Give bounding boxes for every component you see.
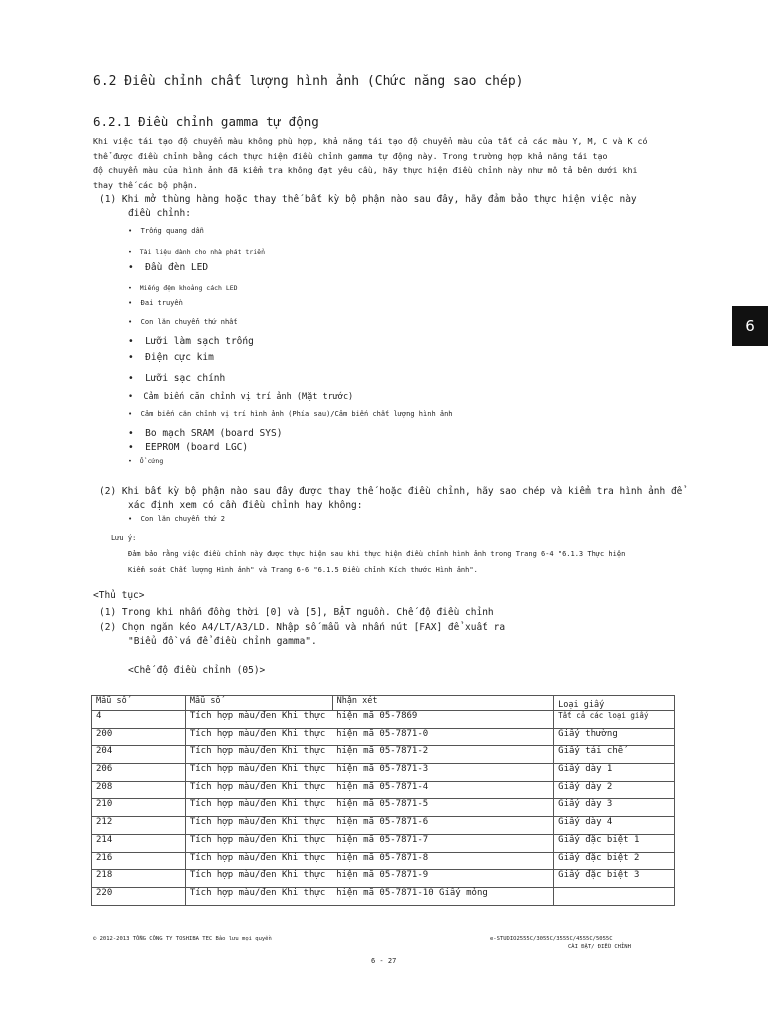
cell-loai: Giấy dày 3 bbox=[554, 799, 675, 817]
intro-line: độ chuyển màu của hình ảnh đã kiểm tra không đạt yêu cầu, hãy thực hiện điều chỉnh này như mô tả bên dưới khi bbox=[93, 165, 638, 175]
list-item: • Ổ cứng bbox=[128, 457, 164, 465]
page-number: 6 - 27 bbox=[371, 957, 397, 965]
table-row bbox=[92, 887, 675, 905]
list-item: • Bo mạch SRAM (board SYS) bbox=[128, 428, 283, 439]
cell-mau: Tích hợp màu/đen Khi thực bbox=[185, 711, 332, 729]
cell-loai: Giấy dày 1 bbox=[554, 764, 675, 782]
footer-model: e-STUDIO2555C/3055C/3555C/4555C/5055C bbox=[490, 936, 613, 942]
col-header: Nhận xét bbox=[332, 696, 554, 711]
cell-nhan: hiện mã 05-7869 bbox=[332, 711, 554, 729]
cell-no: 218 bbox=[92, 870, 186, 888]
cell-mau: Tích hợp màu/đen Khi thực bbox=[185, 728, 332, 746]
note-label: Lưu ý: bbox=[111, 534, 137, 542]
table-row bbox=[92, 852, 675, 870]
procedure-step2-cont: "Biểu đồ vá để điều chỉnh gamma". bbox=[128, 636, 317, 647]
footer-section: CÀI ĐẶT/ ĐIỀU CHỈNH bbox=[568, 944, 631, 950]
footer-copyright: © 2012-2013 TỔNG CÔNG TY TOSHIBA TEC Bảo lưu mọi quyền bbox=[93, 936, 272, 942]
table-row bbox=[92, 764, 675, 782]
cell-loai: Giấy dày 4 bbox=[554, 817, 675, 835]
table-row bbox=[92, 817, 675, 835]
cell-no: 210 bbox=[92, 799, 186, 817]
item2-line1: (2) Khi bất kỳ bộ phận nào sau đây được thay thế hoặc điều chỉnh, hãy sao chép và kiểm tra hình ảnh để bbox=[99, 486, 683, 497]
cell-nhan: hiện mã 05-7871-10 Giấy mỏng bbox=[332, 887, 554, 905]
cell-loai: Giấy đặc biệt 3 bbox=[554, 870, 675, 888]
list-item: • Con lăn chuyển thứ nhất bbox=[128, 318, 238, 326]
cell-mau: Tích hợp màu/đen Khi thực bbox=[185, 764, 332, 782]
list-item: • Con lăn chuyển thứ 2 bbox=[128, 515, 225, 523]
cell-mau: Tích hợp màu/đen Khi thực bbox=[185, 887, 332, 905]
cell-mau: Tích hợp màu/đen Khi thực bbox=[185, 852, 332, 870]
intro-line: Khi việc tái tạo độ chuyển màu không phù hợp, khả năng tái tạo độ chuyển màu của tất cả các màu Y, M, C và K có bbox=[93, 136, 648, 146]
cell-nhan: hiện mã 05-7871-0 bbox=[332, 728, 554, 746]
cell-loai: Giấy thường bbox=[554, 728, 675, 746]
subsection-title: 6.2.1 Điều chỉnh gamma tự động bbox=[93, 114, 319, 129]
procedure-step2: (2) Chọn ngăn kéo A4/LT/A3/LD. Nhập số mẫu và nhấn nút [FAX] để xuất ra bbox=[99, 622, 506, 633]
cell-loai bbox=[554, 887, 675, 905]
cell-no: 216 bbox=[92, 852, 186, 870]
list-item: • Lưỡi làm sạch trống bbox=[128, 336, 254, 347]
table-row bbox=[92, 781, 675, 799]
cell-loai: Giấy dày 2 bbox=[554, 781, 675, 799]
table-row bbox=[92, 799, 675, 817]
cell-nhan: hiện mã 05-7871-8 bbox=[332, 852, 554, 870]
col-header: Loại giấy bbox=[554, 696, 675, 711]
table-row bbox=[92, 870, 675, 888]
cell-no: 208 bbox=[92, 781, 186, 799]
cell-nhan: hiện mã 05-7871-2 bbox=[332, 746, 554, 764]
mode-label: <Chế độ điều chỉnh (05)> bbox=[128, 665, 266, 676]
item1-line1: (1) Khi mở thùng hàng hoặc thay thế bất kỳ bộ phận nào sau đây, hãy đảm bảo thực hiện việc này bbox=[99, 194, 637, 205]
list-item: • Đầu đèn LED bbox=[128, 262, 209, 273]
cell-no: 4 bbox=[92, 711, 186, 729]
list-item: • Cảm biến căn chỉnh vị trí hình ảnh (Phía sau)/Cảm biến chất lượng hình ảnh bbox=[128, 410, 453, 418]
cell-mau: Tích hợp màu/đen Khi thực bbox=[185, 870, 332, 888]
cell-no: 204 bbox=[92, 746, 186, 764]
cell-no: 220 bbox=[92, 887, 186, 905]
procedure-title: <Thủ tục> bbox=[93, 590, 145, 601]
table-row bbox=[92, 834, 675, 852]
item1-line2: điều chỉnh: bbox=[128, 208, 191, 219]
cell-mau: Tích hợp màu/đen Khi thực bbox=[185, 817, 332, 835]
cell-nhan: hiện mã 05-7871-4 bbox=[332, 781, 554, 799]
table-row bbox=[92, 746, 675, 764]
list-item: • Điện cực kim bbox=[128, 352, 214, 363]
list-item: • Đai truyền bbox=[128, 299, 183, 307]
section-title: 6.2 Điều chỉnh chất lượng hình ảnh (Chức năng sao chép) bbox=[93, 74, 524, 89]
note-line1: Đảm bảo rằng việc điều chỉnh này được thực hiện sau khi thực hiện điều chỉnh hình ảnh trong Trang 6-4 "6.1.3 Thực hiện bbox=[128, 550, 626, 558]
list-item: • EEPROM (board LGC) bbox=[128, 442, 249, 453]
cell-nhan: hiện mã 05-7871-7 bbox=[332, 834, 554, 852]
list-item: • Lưỡi sạc chính bbox=[128, 373, 226, 384]
cell-mau: Tích hợp màu/đen Khi thực bbox=[185, 834, 332, 852]
procedure-step1: (1) Trong khi nhấn đồng thời [0] và [5], BẬT nguồn. Chế độ điều chỉnh bbox=[99, 607, 494, 618]
cell-nhan: hiện mã 05-7871-6 bbox=[332, 817, 554, 835]
cell-no: 200 bbox=[92, 728, 186, 746]
col-header: Mẫu số bbox=[185, 696, 332, 711]
note-line2: Kiểm soát Chất lượng Hình ảnh" và Trang 6-6 "6.1.5 Điều chỉnh Kích thước Hình ảnh". bbox=[128, 566, 478, 574]
cell-loai: Giấy tái chế bbox=[554, 746, 675, 764]
cell-nhan: hiện mã 05-7871-3 bbox=[332, 764, 554, 782]
table-row bbox=[92, 728, 675, 746]
cell-nhan: hiện mã 05-7871-9 bbox=[332, 870, 554, 888]
cell-loai: Tất cả các loại giấy bbox=[554, 711, 675, 729]
intro-paragraph bbox=[93, 134, 673, 192]
cell-loai: Giấy đặc biệt 1 bbox=[554, 834, 675, 852]
cell-mau: Tích hợp màu/đen Khi thực bbox=[185, 746, 332, 764]
cell-mau: Tích hợp màu/đen Khi thực bbox=[185, 799, 332, 817]
list-item: • Cảm biến căn chỉnh vị trí ảnh (Mặt trước) bbox=[128, 392, 354, 402]
cell-loai: Giấy đặc biệt 2 bbox=[554, 852, 675, 870]
intro-line: thay thế các bộ phận. bbox=[93, 179, 198, 190]
cell-mau: Tích hợp màu/đen Khi thực bbox=[185, 781, 332, 799]
chapter-tab: 6 bbox=[732, 306, 768, 346]
intro-line: thể được điều chỉnh bằng cách thực hiện điều chỉnh gamma tự động này. Trong trường hợp khả năng tái tạo bbox=[93, 150, 608, 161]
cell-no: 206 bbox=[92, 764, 186, 782]
list-item: • Miếng đệm khoảng cách LED bbox=[128, 284, 238, 292]
gamma-pattern-table bbox=[91, 695, 675, 906]
col-header: Mẫu số bbox=[92, 696, 186, 711]
cell-no: 214 bbox=[92, 834, 186, 852]
list-item: • Tài liệu dành cho nhà phát triển bbox=[128, 248, 265, 256]
table-header-row bbox=[92, 696, 675, 711]
cell-no: 212 bbox=[92, 817, 186, 835]
cell-nhan: hiện mã 05-7871-5 bbox=[332, 799, 554, 817]
item2-line2: xác định xem có cần điều chỉnh hay không: bbox=[128, 500, 363, 511]
table-row bbox=[92, 711, 675, 729]
list-item: • Trống quang dẫn bbox=[128, 227, 204, 235]
